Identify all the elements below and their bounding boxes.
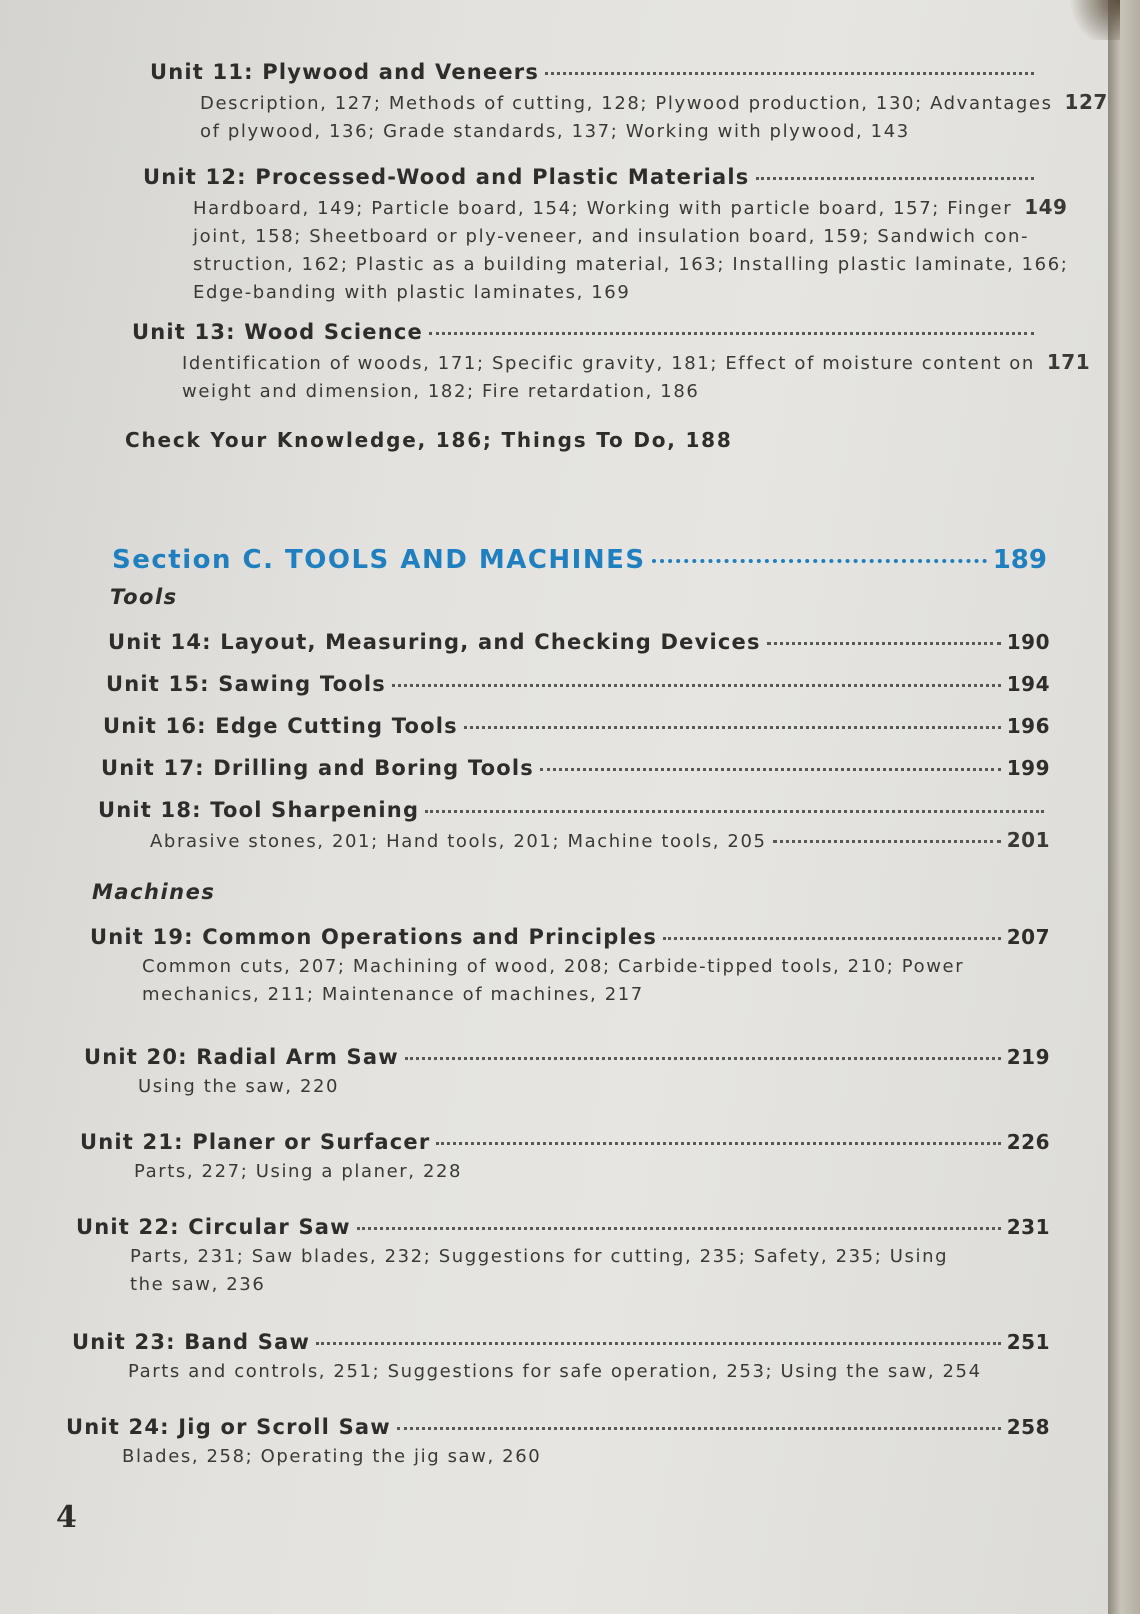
- dot-leader: [540, 767, 1001, 771]
- unit-description-line: weight and dimension, 182; Fire retardation, 186: [182, 381, 700, 402]
- unit-description-line: Parts, 231; Saw blades, 232; Suggestions for cutting, 235; Safety, 235; Using: [130, 1246, 949, 1267]
- page-number: 207: [1006, 925, 1050, 949]
- machines-heading: Machines: [92, 880, 216, 904]
- page-number: 199: [1006, 756, 1050, 780]
- page-number: 231: [1006, 1215, 1050, 1239]
- section-c-heading: [112, 545, 1047, 575]
- page-number: 196: [1006, 714, 1050, 738]
- page-number: 190: [1006, 630, 1050, 654]
- toc-entry-unit-21: [80, 1130, 1050, 1186]
- toc-entry-unit-14: [108, 630, 1050, 654]
- section-page-number: 189: [992, 545, 1047, 575]
- dot-leader: [357, 1226, 1001, 1230]
- unit-title: Unit 19: Common Operations and Principles: [90, 925, 658, 949]
- toc-entry-unit-11: [150, 60, 1108, 146]
- unit-description-line: Identification of woods, 171; Specific gravity, 181; Effect of moisture content on: [182, 353, 1035, 374]
- unit-title: Unit 16: Edge Cutting Tools: [103, 714, 458, 738]
- unit-description-line: Parts and controls, 251; Suggestions for safe operation, 253; Using the saw, 254: [128, 1361, 982, 1382]
- page-number: 226: [1006, 1130, 1050, 1154]
- toc-entry-unit-20: [84, 1045, 1050, 1101]
- toc-entry-unit-19: [90, 925, 1050, 1009]
- unit-title: Unit 24: Jig or Scroll Saw: [66, 1415, 391, 1439]
- dot-leader: [652, 559, 987, 563]
- unit-description-line: of plywood, 136; Grade standards, 137; Working with plywood, 143: [200, 121, 910, 142]
- unit-title: Unit 22: Circular Saw: [76, 1215, 351, 1239]
- page-number: 149: [1024, 195, 1068, 219]
- dot-leader: [405, 1056, 1001, 1060]
- toc-entry-unit-24: [66, 1415, 1050, 1471]
- toc-entry-unit-12: [143, 165, 1069, 307]
- unit-description-line: Parts, 227; Using a planer, 228: [134, 1161, 463, 1182]
- unit-description-line: Hardboard, 149; Particle board, 154; Working with particle board, 157; Finger: [193, 198, 1013, 219]
- page-number: 171: [1046, 350, 1091, 374]
- unit-description-line: Blades, 258; Operating the jig saw, 260: [122, 1446, 542, 1467]
- page-folio-number: 4: [56, 1500, 77, 1535]
- unit-title: Unit 12: Processed-Wood and Plastic Materials: [143, 165, 750, 189]
- toc-entry-unit-23: [72, 1330, 1050, 1386]
- dot-leader: [397, 1426, 1001, 1430]
- dot-leader: [767, 641, 1001, 645]
- unit-title: Unit 21: Planer or Surfacer: [80, 1130, 431, 1154]
- page-number: 219: [1006, 1045, 1050, 1069]
- page-number: 127: [1064, 90, 1108, 114]
- dot-leader: [425, 809, 1044, 813]
- page-number: 201: [1006, 828, 1050, 852]
- unit-description-line: mechanics, 211; Maintenance of machines, 217: [142, 984, 644, 1005]
- dot-leader: [436, 1141, 1000, 1145]
- dot-leader: [316, 1341, 1001, 1345]
- toc-entry-unit-22: [76, 1215, 1050, 1299]
- dot-leader: [756, 176, 1034, 180]
- unit-title: Unit 13: Wood Science: [132, 320, 423, 344]
- corner-shadow: [1060, 0, 1120, 40]
- unit-title: Unit 20: Radial Arm Saw: [84, 1045, 399, 1069]
- page-number: 194: [1006, 672, 1050, 696]
- toc-entry-unit-17: [101, 756, 1050, 780]
- unit-title: Unit 14: Layout, Measuring, and Checking Devices: [108, 630, 761, 654]
- dot-leader: [392, 683, 1001, 687]
- unit-description-line: Using the saw, 220: [138, 1076, 340, 1097]
- dot-leader: [773, 839, 1001, 843]
- unit-title: Unit 23: Band Saw: [72, 1330, 311, 1354]
- book-page-edge: [1108, 0, 1140, 1614]
- unit-description-line: struction, 162; Plastic as a building material, 163; Installing plastic laminate, 166;: [193, 254, 1069, 275]
- section-title: Section C. TOOLS AND MACHINES: [112, 545, 646, 575]
- dot-leader: [545, 71, 1034, 75]
- toc-entry-unit-13: [132, 320, 1091, 406]
- unit-description-line: joint, 158; Sheetboard or ply-veneer, and insulation board, 159; Sandwich con-: [193, 226, 1030, 247]
- page-number: 258: [1006, 1415, 1050, 1439]
- unit-description-line: Common cuts, 207; Machining of wood, 208; Carbide-tipped tools, 210; Power: [142, 956, 965, 977]
- check-your-knowledge-line: Check Your Knowledge, 186; Things To Do, 188: [125, 428, 733, 452]
- toc-entry-unit-15: [106, 672, 1050, 696]
- tools-heading: Tools: [110, 585, 178, 609]
- toc-entry-unit-16: [103, 714, 1050, 738]
- unit-title: Unit 17: Drilling and Boring Tools: [101, 756, 534, 780]
- unit-title: Unit 15: Sawing Tools: [106, 672, 386, 696]
- dot-leader: [429, 331, 1034, 335]
- toc-entry-unit-18: [98, 798, 1050, 856]
- unit-description-line: Abrasive stones, 201; Hand tools, 201; Machine tools, 205: [150, 831, 767, 852]
- unit-title: Unit 18: Tool Sharpening: [98, 798, 420, 822]
- dot-leader: [464, 725, 1001, 729]
- unit-description-line: Description, 127; Methods of cutting, 128; Plywood production, 130; Advantages: [200, 93, 1053, 114]
- page-number: 251: [1006, 1330, 1050, 1354]
- dot-leader: [663, 936, 1001, 940]
- unit-description-line: Edge-banding with plastic laminates, 169: [193, 282, 631, 303]
- unit-description-line: the saw, 236: [130, 1274, 266, 1295]
- unit-title: Unit 11: Plywood and Veneers: [150, 60, 540, 84]
